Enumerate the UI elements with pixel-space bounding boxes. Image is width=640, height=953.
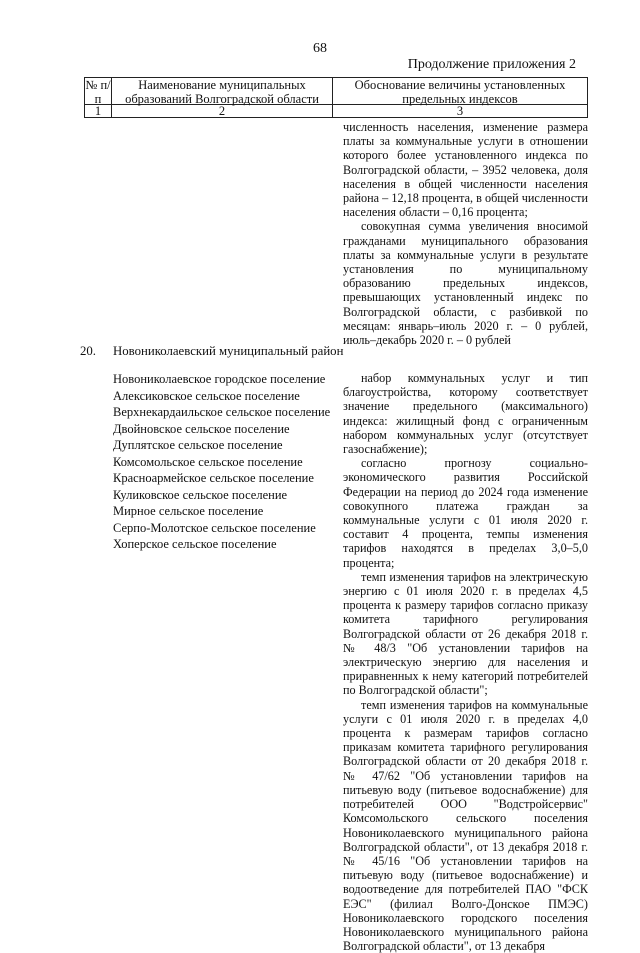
settlement-item: Мирное сельское поселение [113,504,264,518]
district-name: Новониколаевский муниципальный район [113,344,344,358]
index-number-1: 1 [94,104,102,118]
justification-paragraph: темп изменения тарифов на электрическую энергию с 01 июля 2020 г. в пределах 4,5 процента к размеру тарифов согласно приказу комитета тарифного регулирования Волгоградской области от 26 декабря 2018 г. № 48/3 "Об установлении тарифов на электрическую энергию для населения и приравненных к нему категорий потребителей по Волгоградской области"; [343,569,588,698]
settlement-item: Верхнекардаильское сельское поселение [113,405,331,419]
settlement-item: Красноармейское сельское поселение [113,471,314,485]
header-justification: Обоснование величины установленных предельных индексов [354,78,566,106]
settlement-item: Двойновское сельское поселение [113,421,290,436]
justification-paragraph: набор коммунальных услуг и тип благоустройства, которому соответствует значение предельного (максимального) индекса: жилищный фонд с ограниченным набором коммунальных услуг (отсутствует газоснабжение); [343,371,588,457]
table-right-border [587,77,588,118]
continuation-block [343,120,588,347]
justification-paragraph: согласно прогнозу социально-экономического развития Российской Федерации на период до 2024 года изменение совокупного платежа граждан за коммунальные услуги с 01 июля 2020 г. составит 4 процента, темпы изменения тарифов находятся в пределах 3,0–5,0 процента; [343,456,588,570]
settlement-item: Дуплятское сельское поселение [113,438,283,452]
appendix-note: Продолжение приложения 2 [407,57,576,72]
settlement-item: Серпо-Молотское сельское поселение [113,520,316,535]
settlement-item: Куликовское сельское поселение [113,487,288,502]
settlement-list [113,371,330,553]
row-number: 20. [80,344,96,358]
index-number-3: 3 [456,104,464,118]
settlement-item: Комсомольское сельское поселение [113,454,303,469]
continuation-paragraph: совокупная сумма увеличения вносимой гражданами муниципального образования платы за коммунальные услуги в результате установления по муниципальному образованию предельных индексов, превышающих установленный индекс по Волгоградской области, с разбивкой по месяцам: январь–июль 2020 г. – 0 рублей, июль–декабрь 2020 г. – 0 рублей [343,219,588,348]
page-number: 68 [313,41,327,56]
settlement-item: Новониколаевское городское поселение [113,372,326,386]
justification-block [343,371,588,953]
justification-paragraph: темп изменения тарифов на коммунальные услуги с 01 июля 2020 г. в пределах 4,0 процента к размерам тарифов согласно приказам комитета тарифного регулирования Волгоградской области от 20 декабря 2018 г. № 47/62 "Об установлении тарифов на питьевую воду (питьевое водоснабжение) для потребителей ООО "Водстройсервис" Комсомольского сельского поселения Новониколаевского муниципального района Волгоградской области", от 13 декабря 2018 г. № 45/16 "Об установлении тарифов на питьевую воду (питьевое водоснабжение) и водоотведение для потребителей ПАО "ФСК ЕЭС" (филиал Волго-Донское ПМЭС) Новониколаевского городского поселения Новониколаевского муниципального района Волгоградской области", от 13 декабря [343,697,588,953]
index-number-2: 2 [218,104,226,118]
continuation-paragraph: численность населения, изменение размера платы за коммунальные услуги в отношении которого более установленного индекса по Волгоградской области, – 3952 человека, доля населения в общей численности населения района – 12,18 процента, в общей численности населения области – 0,16 процента; [343,120,588,220]
settlement-item: Хоперское сельское поселение [113,537,277,551]
header-number: № п/п [85,78,111,106]
header-municipality: Наименование муниципальных образований Волгоградской области [125,78,319,106]
column-divider-2 [332,77,333,118]
settlement-item: Алексиковское сельское поселение [113,388,300,403]
